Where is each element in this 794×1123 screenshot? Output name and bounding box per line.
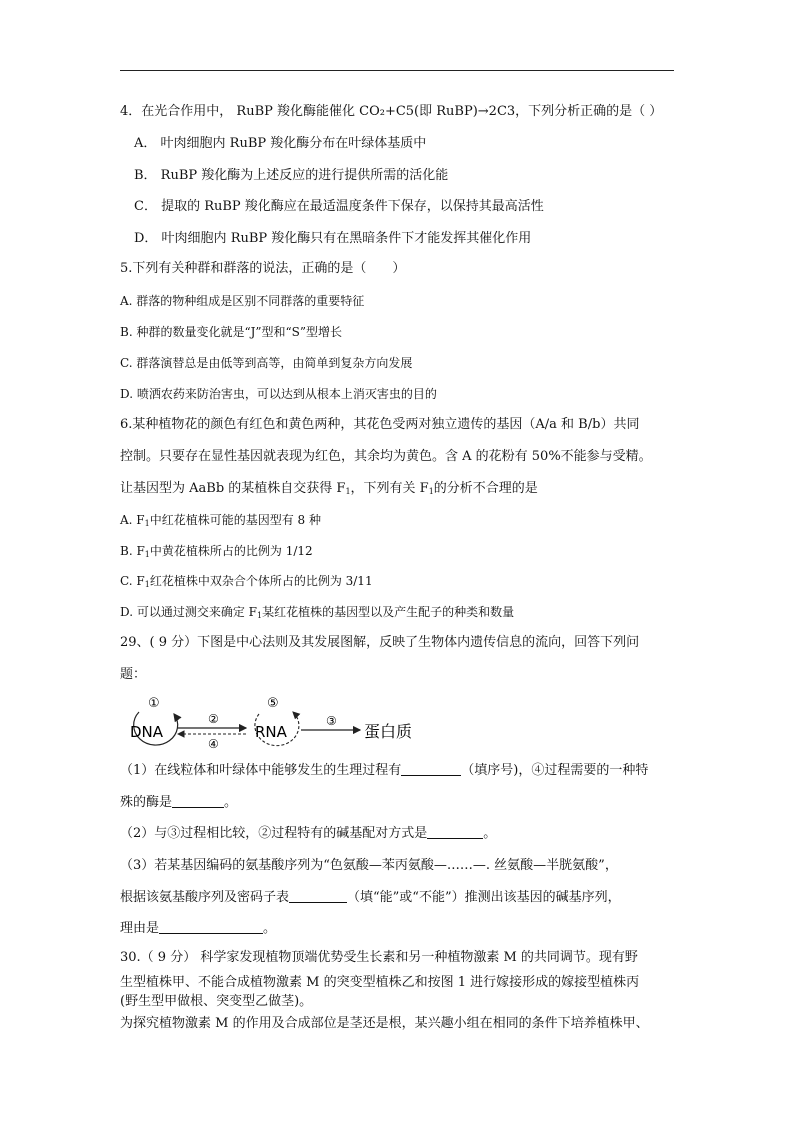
q5-stem: 5.下列有关种群和群落的说法，正确的是（ ） [120,261,406,276]
answer-blank[interactable] [172,795,224,808]
q29-part-1: （1）在线粒体和叶绿体中能够发生的生理过程有 （填序号)，④过程需要的一种特 [120,763,649,778]
q4-option-c: C． 提取的 RuBP 羧化酶应在最适温度条件下保存，以保持其最高活性 [134,199,544,214]
label-4: ④ [208,737,219,751]
q29-part-3-cont: 根据该氨基酸序列及密码子表 （填“能”或“不能”）推测出该基因的碱基序列， [120,890,621,905]
q29-line-1: 29、( 9 分）下图是中心法则及其发展图解，反映了生物体内遗传信息的流向，回答下列问 [120,635,640,650]
q6-line-3: 让基因型为 AaBb 的某植株自交获得 $F_1$，下列有关 $F_1$的分析不合理的是 [120,481,538,496]
q6-option-d: D. 可以通过测交来确定 $F_1$某红花植株的基因型以及产生配子的种类和数量 [120,605,515,620]
label-5: ⑤ [267,696,279,711]
q29-part-1-cont: 殊的酶是 。 [120,795,238,810]
q5-option-a: A. 群落的物种组成是区别不同群落的重要特征 [120,294,365,308]
header-rule [120,70,674,71]
q4-option-a: A． 叶肉细胞内 RuBP 羧化酶分布在叶绿体基质中 [134,136,427,151]
label-2: ② [208,712,219,726]
answer-blank[interactable] [289,890,347,903]
answer-blank[interactable] [427,826,483,839]
q5-option-c: C. 群落演替总是由低等到高等，由简单到复杂方向发展 [120,356,413,370]
q29-part-3-reason: 理由是 。 [120,921,277,936]
label-3: ③ [326,714,337,728]
q30-line-3: (野生型甲做根、突变型乙做茎)。 [120,994,313,1009]
q30-line-4: 为探究植物激素 M 的作用及合成部位是茎还是根，某兴趣小组在相同的条件下培养植株甲、 [120,1016,649,1031]
dna-label: DNA [130,723,164,741]
q6-option-b: B. $F_1$中黄花植株所占的比例为 1/12 [120,544,313,559]
q6-option-a: A. $F_1$中红花植株可能的基因型有 8 种 [120,513,321,528]
q30-line-1: 30.（ 9 分） 科学家发现植物顶端优势受生长素和另一种植物激素 M 的共同调节。现有野 [120,950,638,965]
label-1: ① [148,696,160,711]
q4-option-b: B． RuBP 羧化酶为上述反应的进行提供所需的活化能 [134,168,449,183]
q4-stem: 4．在光合作用中， RuBP 羧化酶能催化 CO₂+C5(即 RuBP)→2C3，下列分析正确的是（ ） [120,104,663,119]
q6-line-1: 6.某种植物花的颜色有红色和黄色两种，其花色受两对独立遗传的基因（A/a 和 B/b）共同 [120,417,640,432]
q6-line-2: 控制。只要存在显性基因就表现为红色，其余均为黄色。含 A 的花粉有 50%不能参与受精。 [120,449,652,464]
answer-blank[interactable] [401,763,461,776]
q5-option-d: D. 喷洒农药来防治害虫，可以达到从根本上消灭害虫的目的 [120,387,437,401]
q29-part-3: （3）若某基因编码的氨基酸序列为“色氨酸—苯丙氨酸—……—. 丝氨酸—半胱氨酸”， [120,858,618,873]
q30-line-2: 生型植株甲、不能合成植物激素 M 的突变型植株乙和按图 1 进行嫁接形成的嫁接型植株丙 [120,975,640,990]
q29-part-2: （2）与③过程相比较，②过程特有的碱基配对方式是 。 [120,826,497,841]
q5-option-b: B. 种群的数量变化就是“J”型和“S”型增长 [120,325,343,339]
central-dogma-diagram [118,690,438,752]
q4-option-d: D． 叶肉细胞内 RuBP 羧化酶只有在黑暗条件下才能发挥其催化作用 [134,231,532,246]
q29-line-2: 题： [120,667,147,682]
q6-option-c: C. $F_1$红花植株中双杂合个体所占的比例为 3/11 [120,574,373,589]
answer-blank[interactable] [159,921,263,934]
rna-label: RNA [255,723,287,741]
protein-label: 蛋白质 [364,722,413,741]
